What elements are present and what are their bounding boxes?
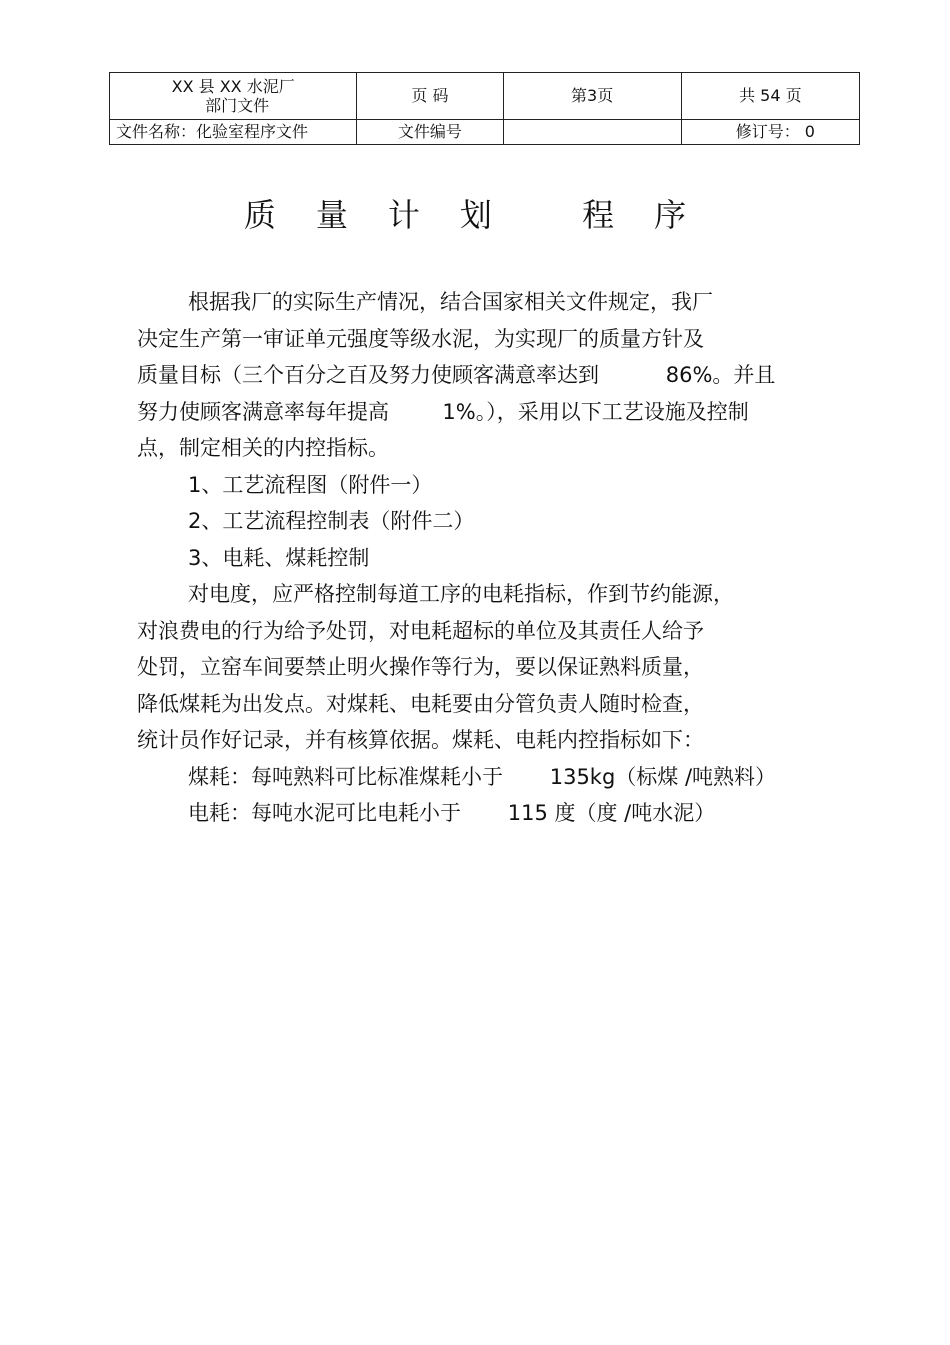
organization-cell — [110, 73, 357, 120]
paragraph-line: 决定生产第一审证单元强度等级水泥，为实现厂的质量方针及 — [137, 326, 704, 351]
organization-name: XX 县 XX 水泥厂 — [171, 77, 295, 96]
file-name: 文件名称：化验室程序文件 — [110, 120, 357, 145]
paragraph-line: 努力使顾客满意率每年提高 1%。），采用以下工艺设施及控制 — [137, 399, 749, 424]
paragraph-line: 处罚，立窑车间要禁止明火操作等行为，要以保证熟料质量， — [137, 655, 704, 679]
file-number-value — [503, 120, 681, 145]
document-body — [137, 284, 857, 832]
list-item: 1、工艺流程图（附件一） — [188, 472, 433, 497]
department-document-label: 部门文件 — [205, 96, 270, 115]
power-consumption-target: 电耗：每吨水泥可比电耗小于 115 度（度 /吨水泥） — [188, 801, 716, 825]
document-header-table — [109, 72, 860, 145]
header-row-1 — [110, 73, 860, 120]
coal-consumption-target: 煤耗：每吨熟料可比标准煤耗小于 135kg（标煤 /吨熟料） — [188, 764, 777, 789]
page-label: 页 码 — [357, 73, 503, 120]
page-number: 第3页 — [503, 73, 681, 120]
paragraph-line: 点，制定相关的内控指标。 — [137, 436, 389, 460]
paragraph-line: 降低煤耗为出发点。对煤耗、电耗要由分管负责人随时检查， — [137, 691, 704, 716]
total-pages: 共 54 页 — [681, 73, 859, 120]
revision-number: 修订号： 0 — [681, 120, 859, 145]
paragraph-line: 对浪费电的行为给予处罚，对电耗超标的单位及其责任人给予 — [137, 618, 704, 643]
list-item: 3、电耗、煤耗控制 — [188, 545, 370, 570]
document-title: 质量计划 程序 — [243, 196, 727, 234]
header-row-2 — [110, 120, 860, 145]
paragraph-line: 统计员作好记录，并有核算依据。煤耗、电耗内控指标如下： — [137, 728, 704, 752]
file-number-label: 文件编号 — [357, 120, 503, 145]
paragraph-line: 根据我厂的实际生产情况，结合国家相关文件规定，我厂 — [188, 290, 713, 314]
paragraph-line: 对电度，应严格控制每道工序的电耗指标，作到节约能源， — [188, 582, 734, 606]
paragraph-line: 质量目标（三个百分之百及努力使顾客满意率达到 86%。并且 — [137, 363, 776, 387]
list-item: 2、工艺流程控制表（附件二） — [188, 509, 475, 533]
